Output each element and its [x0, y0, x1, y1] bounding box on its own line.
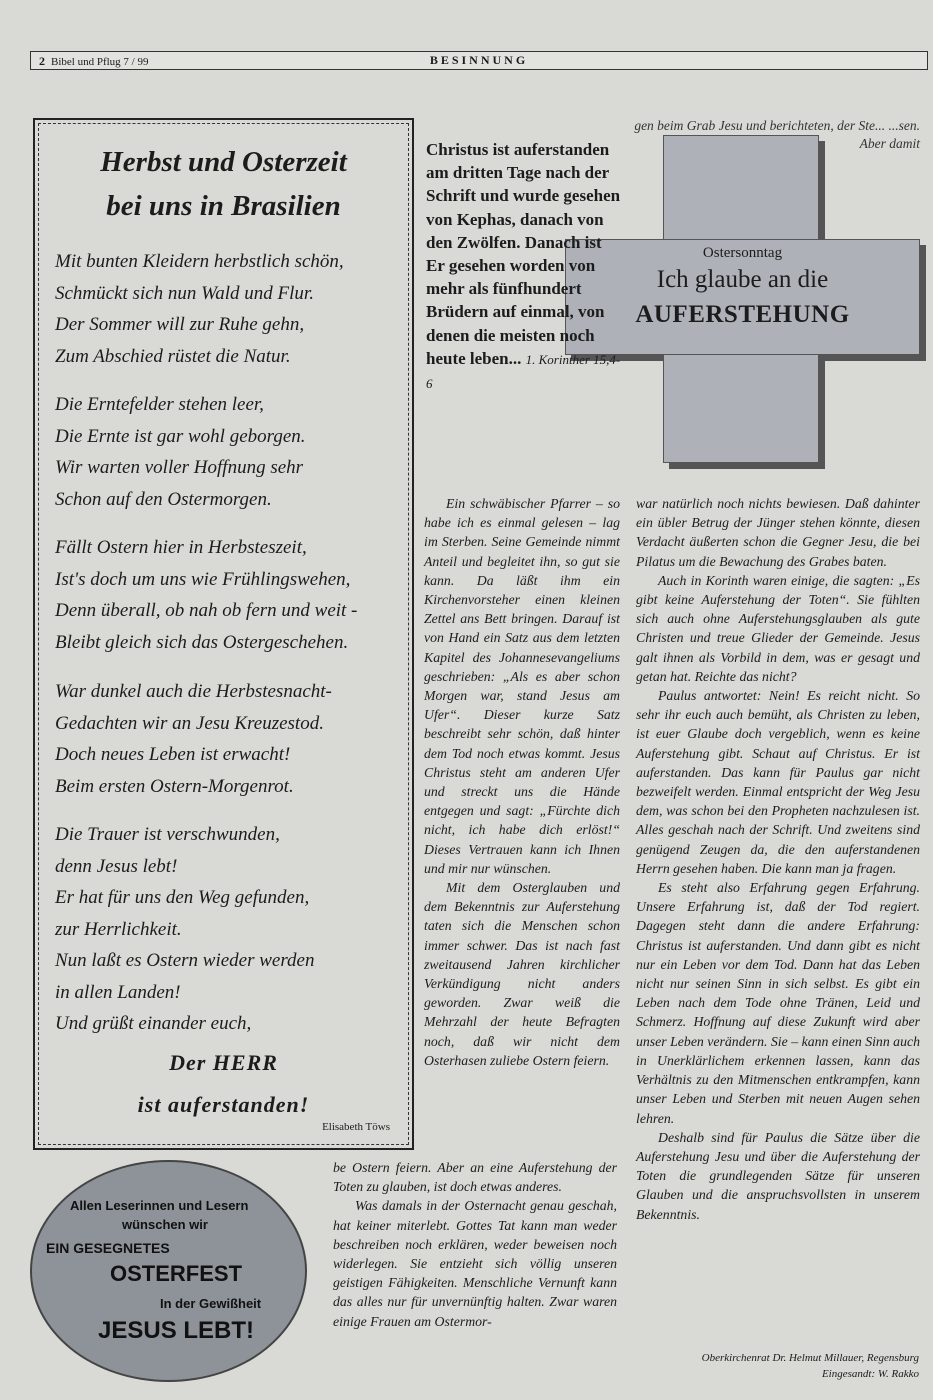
article-column-1: [424, 494, 620, 1070]
bible-quote-text: Christus ist auferstanden am dritten Tage nach der Schrift und wurde gesehen von Kephas, danach von den Zwölfen. Danach ist Er gesehen worden von mehr als fünfhundert Brüdern auf einmal, von denen die meisten noch heute leben...: [426, 140, 621, 368]
poem-line: Denn überall, ob nah ob fern und weit -: [55, 600, 358, 621]
article-paragraph: Deshalb sind für Paulus die Sätze über die Auferstehung Jesu und über die Auferstehung der Toten die grundlegenden Sätze für unseren Glauben und die anspruchsvollsten in unserem Bekenntnis.: [636, 1129, 920, 1222]
greeting-line: In der Gewißheit: [160, 1296, 262, 1311]
bible-reference: 1. Korinther 15,4-6: [426, 351, 621, 392]
article-paragraph: Paulus antwortet: Nein! Es reicht nicht. So sehr ihr euch auch bemüht, als Christen zu leben, ist euer Glaube doch vergeblich, wenn es keine Auferstehung gibt. Schaut auf Christus. Er ist auferstanden. Das kann für Paulus gar nicht bezweifelt werden. Einmal entspricht der Weg Jesu dem, was schon bei den Propheten nachzulesen ist. Alles geschah nach der Schrift. Und zweitens sind genügend Zeugen da, die den auferstandenen Herrn gesehen haben. Die kann man ja fragen.: [636, 688, 920, 876]
bible-quote: [426, 138, 622, 395]
poem-inner-frame: [38, 123, 409, 1145]
poem-line: Der Sommer will zur Ruhe gehn,: [55, 314, 305, 335]
article-column-2: [636, 494, 920, 1224]
poem-line: War dunkel auch die Herbstesnacht-: [55, 681, 332, 702]
poem-line: Doch neues Leben ist erwacht!: [55, 744, 291, 765]
poem-line: denn Jesus lebt!: [55, 855, 178, 877]
poem-line: Mit bunten Kleidern herbstlich schön,: [55, 251, 344, 272]
greeting-line: Allen Leserinnen und Lesern: [70, 1198, 249, 1213]
poem-line: in allen Landen!: [55, 981, 181, 1003]
article-paragraph: Ein schwäbischer Pfarrer – so habe ich es einmal gelesen – lag im Sterben. Seine Gemeinde nimmt Anteil und begleitet ihn, so gut sie kann. Da läßt ihm ein Kirchenvorsteher einen kleinen Zettel ans Bett bringen. Darauf ist von Hand ein Satz aus dem letzten Kapitel des Johannesevangeliums geschrieben: „Als es aber schon Morgen war, stand Jesus am Ufer“. Dieser kurze Satz beschreibt sehr schön, daß hinter dem Tod noch etwas kommt. Jesus Christus steht am anderen Ufer und streckt uns die Hände entgegen und sagt: „Fürchte dich nicht, ich habe dich erlöst!“ Dieses Vertrauen kann ich Ihnen und mir nur wünschen.: [424, 496, 620, 876]
poem-stanza-3: [55, 532, 357, 658]
cross-headline: Ich glaube an die: [656, 266, 829, 293]
article-paragraph: Auch in Korinth waren einige, die sagten: „Es gibt keine Auferstehung der Toten“. Sie fühlten sich auch ohne Auferstehungsglauben als gute Christen und treue Glieder der Gemeinde. Jesus galt ihnen als Vorbild in dem, was er gesagt und getan hat. Reichte das nicht?: [636, 572, 920, 684]
poem-box: [33, 118, 414, 1150]
poem-stanza-4: [55, 676, 332, 802]
poem-closing: [39, 1042, 408, 1126]
poem-line: Schmückt sich nun Wald und Flur.: [55, 282, 314, 304]
poem-closing-line2: ist auferstanden!: [137, 1092, 310, 1117]
article-paragraph: war natürlich noch nichts bewiesen. Daß dahinter ein übler Betrug der Jünger stehen könnte, diesen Verdacht äußerten schon die Gegner Jesu, die bei Pilatus um die Bewachung des Grabes baten.: [636, 496, 920, 569]
poem-line: Und grüßt einander euch,: [55, 1013, 252, 1034]
page-header: [30, 51, 928, 70]
page-number: 2: [39, 54, 45, 68]
author-signature: Oberkirchenrat Dr. Helmut Millauer, Regensburg: [701, 1352, 919, 1364]
poem-line: Ist's doch um uns wie Frühlingswehen,: [55, 568, 351, 590]
cross-headline-bold: AUFERSTEHUNG: [635, 301, 850, 328]
greeting-line: wünschen wir: [122, 1217, 208, 1232]
greeting-osterfest: OSTERFEST: [110, 1261, 243, 1286]
poem-author: Elisabeth Töws: [322, 1121, 390, 1133]
poem-stanza-2: [55, 389, 306, 515]
poem-line: Die Trauer ist verschwunden,: [55, 824, 280, 845]
poem-line: Fällt Ostern hier in Herbsteszeit,: [55, 537, 307, 558]
poem-line: Gedachten wir an Jesu Kreuzestod.: [55, 712, 324, 734]
poem-title-line1: Herbst und Osterzeit: [100, 146, 347, 178]
poem-line: Die Ernte ist gar wohl geborgen.: [55, 425, 306, 447]
poem-line: Er hat für uns den Weg gefunden,: [55, 887, 310, 908]
poem-line: zur Herrlichkeit.: [55, 918, 182, 940]
article-paragraph: Es steht also Erfahrung gegen Erfahrung. Unsere Erfahrung ist, daß der Tod regiert. Dagegen steht dann die andere Erfahrung: Christus ist auferstanden. Und dann gibt es nicht nur ein Leben vor dem Tod. Dann hat das Leben nicht nur seinen Sinn in sich selbst. Es gibt ein Leben nach dem Tode ohne Tränen, Leid und Schmerz. Hoffnung auf diese Zukunft wird aber unser Leben verändern. Sie – kann einen Sinn auch in Unerklärlichem erkennen lassen, kann das Verhältnis zu den Mitmenschen entkrampfen, kann unser Leben und Sterben mit neuen Augen sehen lehren.: [636, 880, 920, 1126]
poem-line: Wir warten voller Hoffnung sehr: [55, 457, 304, 478]
article-column-3: [333, 1158, 617, 1331]
poem-line: Bleibt gleich sich das Ostergeschehen.: [55, 631, 349, 653]
article-paragraph: Was damals in der Osternacht genau geschah, hat keiner miterlebt. Gottes Tat kann man weder beschreiben noch erklären, weder beweisen noch widerlegen. Sie entzieht sich völlig unseren geistigen Fähigkeiten. Menschliche Vernunft kann das alles nur für unvernünftig halten. Zwar waren einige Frauen am Ostermor-: [333, 1198, 617, 1329]
submitter-signature: Eingesandt: W. Rakko: [821, 1368, 919, 1380]
poem-stanza-1: [55, 246, 344, 372]
section-title: BESINNUNG: [429, 53, 529, 67]
greeting-jesus-lebt: JESUS LEBT!: [98, 1317, 255, 1344]
poem-title: [39, 140, 408, 228]
poem-closing-line1: Der HERR: [169, 1050, 278, 1075]
publication-name: Bibel und Pflug 7 / 99: [51, 56, 149, 68]
article-paragraph: be Ostern feiern. Aber an eine Auferstehung der Toten zu glauben, ist doch etwas anderes.: [333, 1160, 617, 1195]
poem-line: Nun laßt es Ostern wieder werden: [55, 950, 315, 971]
poem-line: Beim ersten Ostern-Morgenrot.: [55, 775, 294, 797]
article-paragraph: Mit dem Osterglauben und dem Bekenntnis zur Auferstehung taten sich die Menschen schon immer schwer. Das ist nach fast zweitausend Jahren kirchlicher Verkündigung nicht anders geworden. Zwar weiß die Mehrzahl der heute Befragten noch, daß wir nicht dem Osterhasen zuliebe Ostern feiern.: [424, 880, 620, 1068]
cross-subtitle: Ostersonntag: [702, 245, 783, 261]
easter-greeting-oval: [30, 1160, 307, 1382]
cut-off-text-fragment: gen beim Grab Jesu und berichteten, der Ste... ...sen. Aber damit: [634, 118, 920, 151]
poem-stanza-5: [55, 819, 314, 1040]
greeting-line: EIN GESEGNETES: [46, 1240, 170, 1256]
poem-line: Die Erntefelder stehen leer,: [55, 394, 264, 415]
poem-line: Zum Abschied rüstet die Natur.: [55, 345, 291, 367]
poem-title-line2: bei uns in Brasilien: [106, 190, 341, 222]
poem-line: Schon auf den Ostermorgen.: [55, 488, 272, 510]
